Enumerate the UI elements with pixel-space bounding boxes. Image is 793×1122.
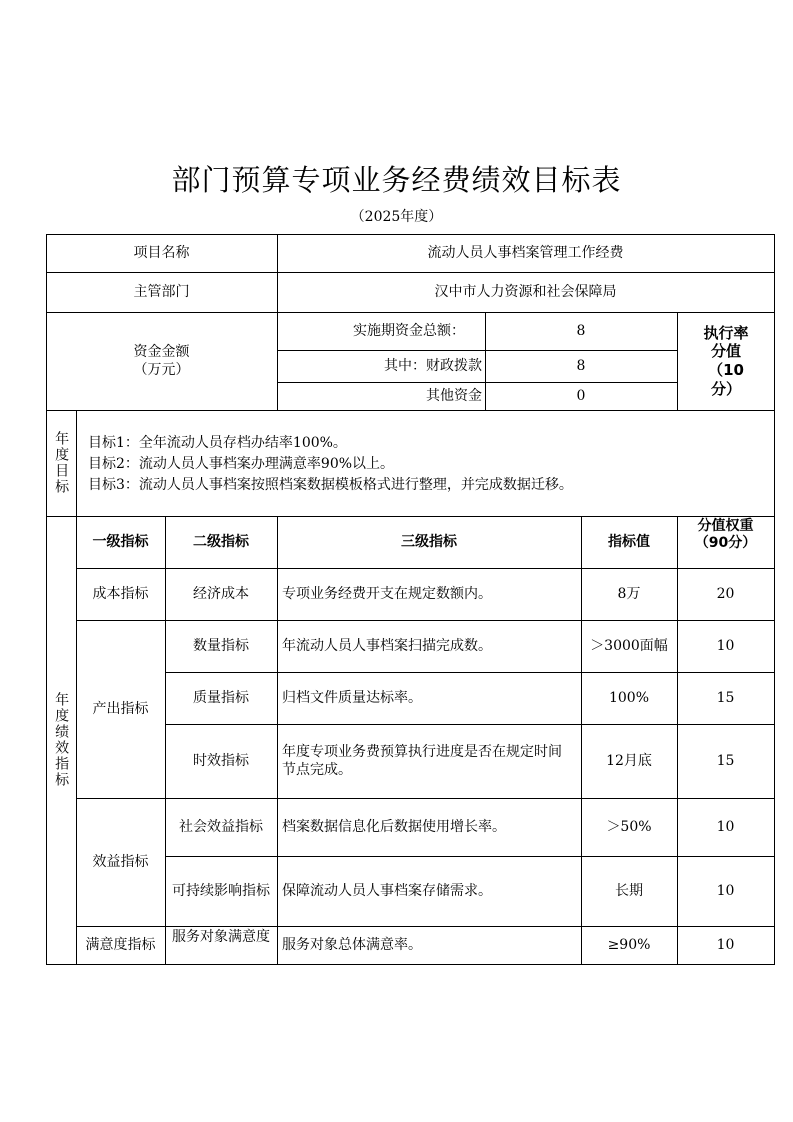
header-level1: 一级指标 xyxy=(92,533,149,550)
table-row-weight: 15 xyxy=(716,689,735,706)
table-row-level3: 服务对象总体满意率。 xyxy=(282,936,422,953)
level1-benefit: 效益指标 xyxy=(92,853,149,870)
table-row-level3: 年流动人员人事档案扫描完成数。 xyxy=(282,637,492,654)
table-row-level2: 质量指标 xyxy=(193,689,249,706)
table-row-weight: 15 xyxy=(716,752,735,769)
table-row-level3: 专项业务经费开支在规定数额内。 xyxy=(282,585,492,602)
table-row-weight: 20 xyxy=(716,585,735,602)
goal-item: 目标3：流动人员人事档案按照档案数据模板格式进行整理，并完成数据迁移。 xyxy=(88,477,573,493)
execution-score-label: 执行率分值（10分） xyxy=(703,323,749,398)
other-funds-label: 其他资金 xyxy=(426,387,482,404)
table-row-level2: 时效指标 xyxy=(193,752,249,769)
performance-indicators-label: 年度绩效指标 xyxy=(53,692,70,788)
total-funds-label: 实施期资金总额： xyxy=(353,322,465,339)
table-border xyxy=(677,312,678,411)
table-row-level3: 归档文件质量达标率。 xyxy=(282,689,422,706)
dept-label: 主管部门 xyxy=(133,283,190,300)
fiscal-funds-label: 其中：财政拨款 xyxy=(384,357,482,374)
header-weight: 分值权重（90分） xyxy=(694,518,757,551)
annual-goals-list xyxy=(88,433,778,496)
table-row-level2: 经济成本 xyxy=(193,585,249,602)
page-title: 部门预算专项业务经费绩效目标表 xyxy=(171,163,622,197)
table-row-value: 100% xyxy=(608,689,650,706)
goal-item: 目标1：全年流动人员存档办结率100%。 xyxy=(88,435,347,451)
project-name-label: 项目名称 xyxy=(133,244,190,261)
table-row-weight: 10 xyxy=(716,936,735,953)
header-level3: 三级指标 xyxy=(401,533,457,550)
table-row-level3: 保障流动人员人事档案存储需求。 xyxy=(282,882,492,899)
other-funds-value: 0 xyxy=(576,387,586,404)
table-row-level3: 年度专项业务费预算执行进度是否在规定时间节点完成。 xyxy=(282,743,562,778)
total-funds-value: 8 xyxy=(576,322,586,339)
table-border xyxy=(46,964,775,965)
table-row-value: 12月底 xyxy=(606,752,652,769)
table-row-weight: 10 xyxy=(716,818,735,835)
table-row-level2: 可持续影响指标 xyxy=(172,882,270,899)
header-level2: 二级指标 xyxy=(193,533,249,550)
fiscal-funds-value: 8 xyxy=(576,357,586,374)
table-row-value: ＞3000面幅 xyxy=(590,637,668,654)
table-row-value: ≥90% xyxy=(607,936,651,953)
table-row-level2: 服务对象满意度 xyxy=(172,929,270,945)
annual-goals-label: 年度目标 xyxy=(53,431,70,495)
level1-output: 产出指标 xyxy=(92,700,149,717)
table-row-value: ＞50% xyxy=(606,818,652,835)
header-value: 指标值 xyxy=(608,533,650,550)
table-row-level2: 数量指标 xyxy=(193,637,249,654)
table-row-weight: 10 xyxy=(716,637,735,654)
level1-cost: 成本指标 xyxy=(92,585,149,602)
table-row-level2: 社会效益指标 xyxy=(179,818,263,835)
level1-satisfaction: 满意度指标 xyxy=(85,936,156,953)
goal-item: 目标2：流动人员人事档案办理满意率90%以上。 xyxy=(88,456,395,472)
budget-year: （2025年度） xyxy=(350,209,443,225)
table-row-level3: 档案数据信息化后数据使用增长率。 xyxy=(282,818,506,835)
table-border xyxy=(46,410,775,411)
table-row-value: 长期 xyxy=(615,882,643,899)
table-row-value: 8万 xyxy=(617,585,641,602)
project-name-value: 流动人员人事档案管理工作经费 xyxy=(427,244,624,261)
table-row-weight: 10 xyxy=(716,882,735,899)
funds-label: 资金金额 （万元） xyxy=(133,343,190,378)
dept-value: 汉中市人力资源和社会保障局 xyxy=(434,283,617,300)
